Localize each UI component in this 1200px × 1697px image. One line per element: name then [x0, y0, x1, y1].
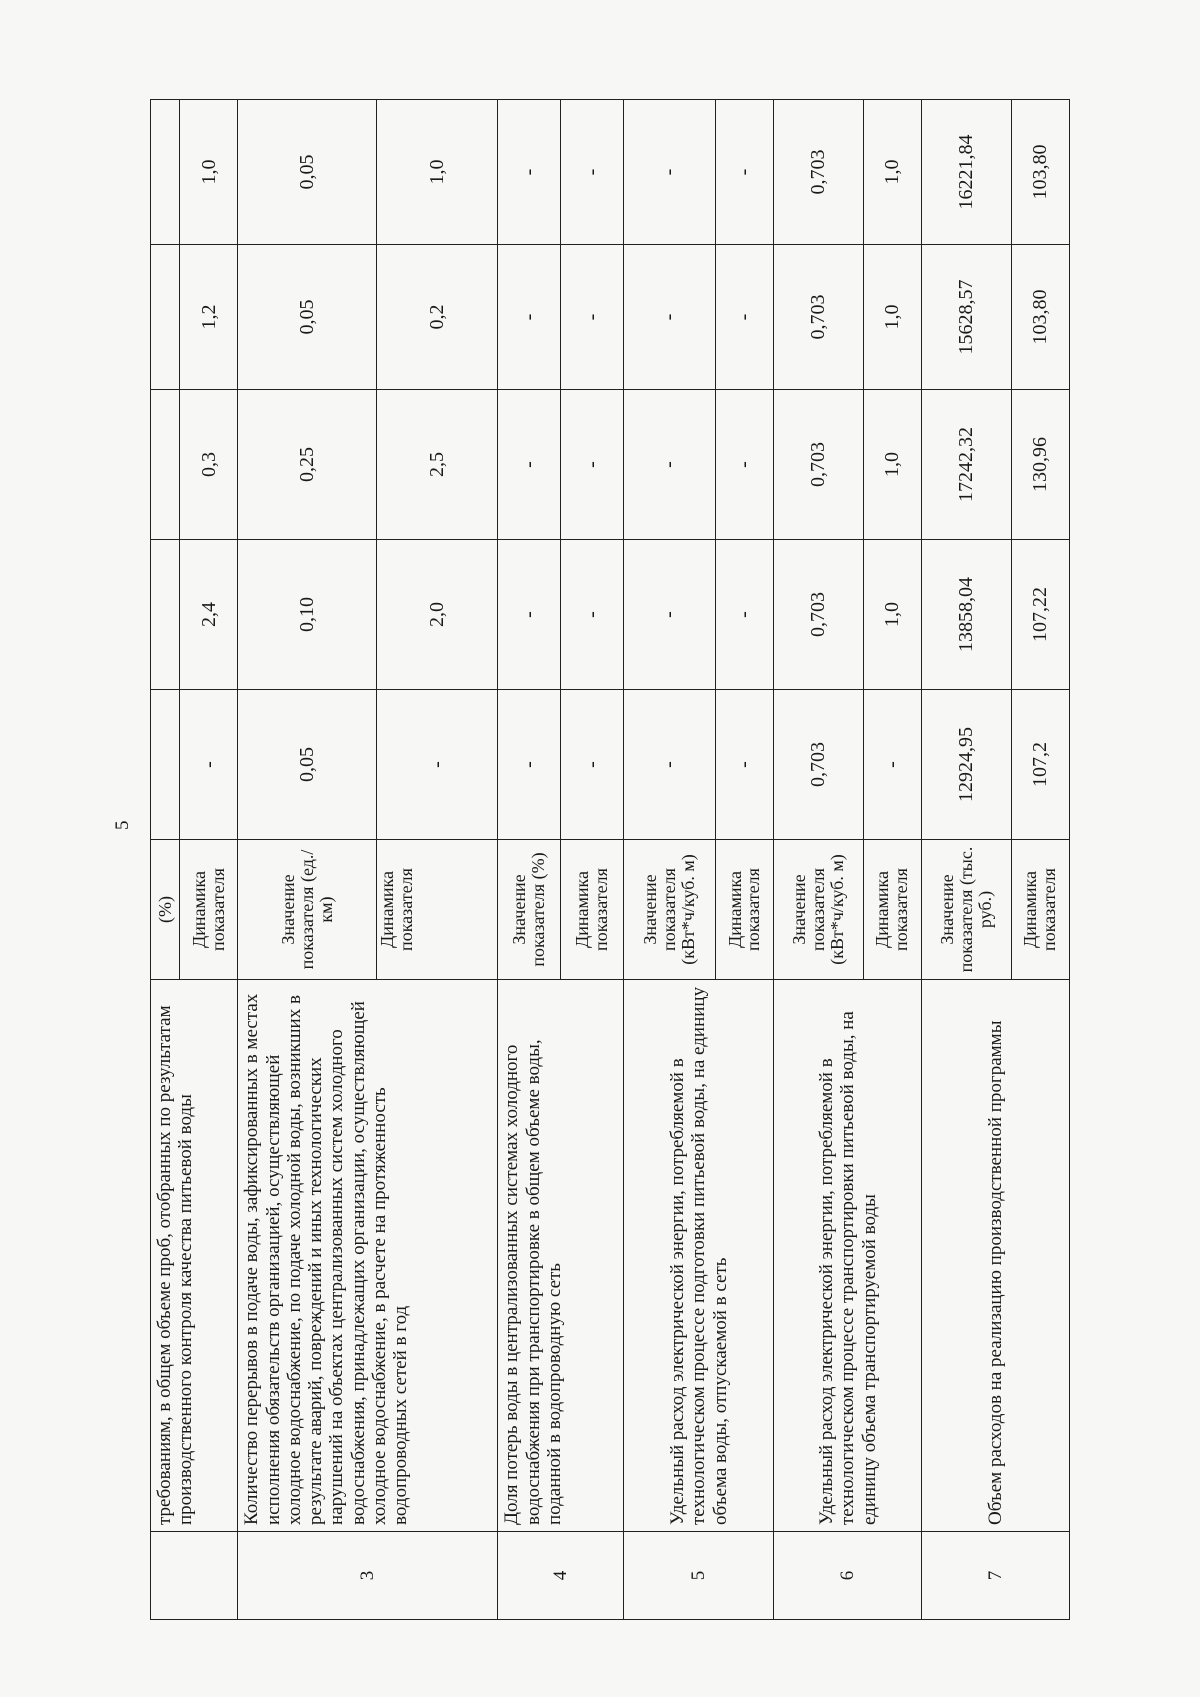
value-cell: 0,05: [238, 690, 377, 840]
value-cell: -: [623, 540, 715, 690]
row-number: 6: [774, 1532, 922, 1620]
indicator-label: Динамика показателя: [715, 840, 773, 980]
value-cell: -: [377, 690, 498, 840]
value-cell: -: [623, 245, 715, 390]
indicator-label: Значение показателя (тыс. руб.): [921, 840, 1011, 980]
value-cell: 2,0: [377, 540, 498, 690]
indicator-text: Доля потерь воды в централизованных системах холодного водоснабжения при транспортировке в общем объеме воды, поданной в водопроводную сеть: [498, 980, 624, 1532]
value-cell: -: [561, 390, 624, 540]
value-cell: 107,2: [1011, 690, 1069, 840]
row-number: 3: [238, 1532, 498, 1620]
value-cell: -: [863, 690, 921, 840]
value-cell: -: [715, 245, 773, 390]
value-cell: 2,5: [377, 390, 498, 540]
value-cell: -: [561, 100, 624, 245]
indicator-text: Объем расходов на реализацию производственной программы: [921, 980, 1069, 1532]
indicator-label: Динамика показателя: [863, 840, 921, 980]
value-cell: 0,703: [774, 390, 864, 540]
value-cell: 1,2: [180, 245, 238, 390]
indicator-label: Динамика показателя: [180, 840, 238, 980]
value-cell: -: [715, 390, 773, 540]
rotated-table-container: [150, 100, 1070, 1620]
value-cell: 0,05: [238, 100, 377, 245]
value-cell: 15628,57: [921, 245, 1011, 390]
indicator-text: требованиям, в общем объеме проб, отобранных по результатам производственного контроля качества питьевой воды: [151, 980, 238, 1532]
value-cell: -: [180, 690, 238, 840]
row-number: 7: [921, 1532, 1069, 1620]
value-cell: 1,0: [180, 100, 238, 245]
row-number: [151, 1532, 238, 1620]
table-row: [921, 100, 1011, 1620]
value-cell: 0,703: [774, 540, 864, 690]
indicator-label: Значение показателя (кВт*ч/куб. м): [623, 840, 715, 980]
indicator-label: (%): [151, 840, 180, 980]
value-cell: 0,703: [774, 245, 864, 390]
value-cell: -: [715, 100, 773, 245]
value-cell: -: [623, 100, 715, 245]
value-cell: 1,0: [863, 540, 921, 690]
value-cell: -: [561, 245, 624, 390]
row-number: 5: [623, 1532, 773, 1620]
value-cell: 0,10: [238, 540, 377, 690]
value-cell: 1,0: [863, 390, 921, 540]
value-cell: 0,703: [774, 100, 864, 245]
table-row: [151, 100, 180, 1620]
value-cell: -: [715, 690, 773, 840]
value-cell: 16221,84: [921, 100, 1011, 245]
indicator-text: Удельный расход электрической энергии, потребляемой в технологическом процессе транспортировки питьевой воды, на единицу объема транспортируемой воды: [774, 980, 922, 1532]
value-cell: [151, 100, 180, 245]
value-cell: 12924,95: [921, 690, 1011, 840]
indicator-label: Динамика показателя: [377, 840, 498, 980]
value-cell: 1,0: [863, 245, 921, 390]
value-cell: 17242,32: [921, 390, 1011, 540]
value-cell: 2,4: [180, 540, 238, 690]
indicator-label: Динамика показателя: [1011, 840, 1069, 980]
value-cell: 107,22: [1011, 540, 1069, 690]
value-cell: -: [498, 390, 561, 540]
value-cell: [151, 540, 180, 690]
value-cell: [151, 390, 180, 540]
value-cell: -: [623, 690, 715, 840]
value-cell: [151, 690, 180, 840]
value-cell: [151, 245, 180, 390]
value-cell: 0,3: [180, 390, 238, 540]
value-cell: -: [715, 540, 773, 690]
value-cell: -: [498, 540, 561, 690]
value-cell: 0,2: [377, 245, 498, 390]
indicator-label: Динамика показателя: [561, 840, 624, 980]
table-row: [774, 100, 864, 1620]
indicator-label: Значение показателя (ед./км): [238, 840, 377, 980]
value-cell: 130,96: [1011, 390, 1069, 540]
table-row: [238, 100, 377, 1620]
value-cell: 1,0: [863, 100, 921, 245]
indicator-text: Количество перерывов в подаче воды, зафиксированных в местах исполнения обязательств организацией, осуществляющей холодное водоснабжение, по подаче холодной воды, возникших в результате аварий, повреждений и иных технологических нарушений на объектах централизованных систем холодного водоснабжения, принадлежащих организации, осуществляющей холодное водоснабжение, в расчете на протяженность водопроводных сетей в год: [238, 980, 498, 1532]
value-cell: 13858,04: [921, 540, 1011, 690]
table-row: [623, 100, 715, 1620]
indicator-label: Значение показателя (кВт*ч/куб. м): [774, 840, 864, 980]
value-cell: 103,80: [1011, 100, 1069, 245]
value-cell: -: [561, 540, 624, 690]
value-cell: -: [623, 390, 715, 540]
value-cell: 0,05: [238, 245, 377, 390]
value-cell: -: [498, 100, 561, 245]
row-number: 4: [498, 1532, 624, 1620]
value-cell: -: [498, 690, 561, 840]
page-number: 5: [112, 820, 133, 830]
indicators-table: [150, 99, 1070, 1620]
value-cell: 0,25: [238, 390, 377, 540]
table-row: [498, 100, 561, 1620]
value-cell: 0,703: [774, 690, 864, 840]
value-cell: -: [561, 690, 624, 840]
value-cell: 1,0: [377, 100, 498, 245]
value-cell: 103,80: [1011, 245, 1069, 390]
indicator-label: Значение показателя (%): [498, 840, 561, 980]
value-cell: -: [498, 245, 561, 390]
indicator-text: Удельный расход электрической энергии, потребляемой в технологическом процессе подготовки питьевой воды, на единицу объема воды, отпускаемой в сеть: [623, 980, 773, 1532]
